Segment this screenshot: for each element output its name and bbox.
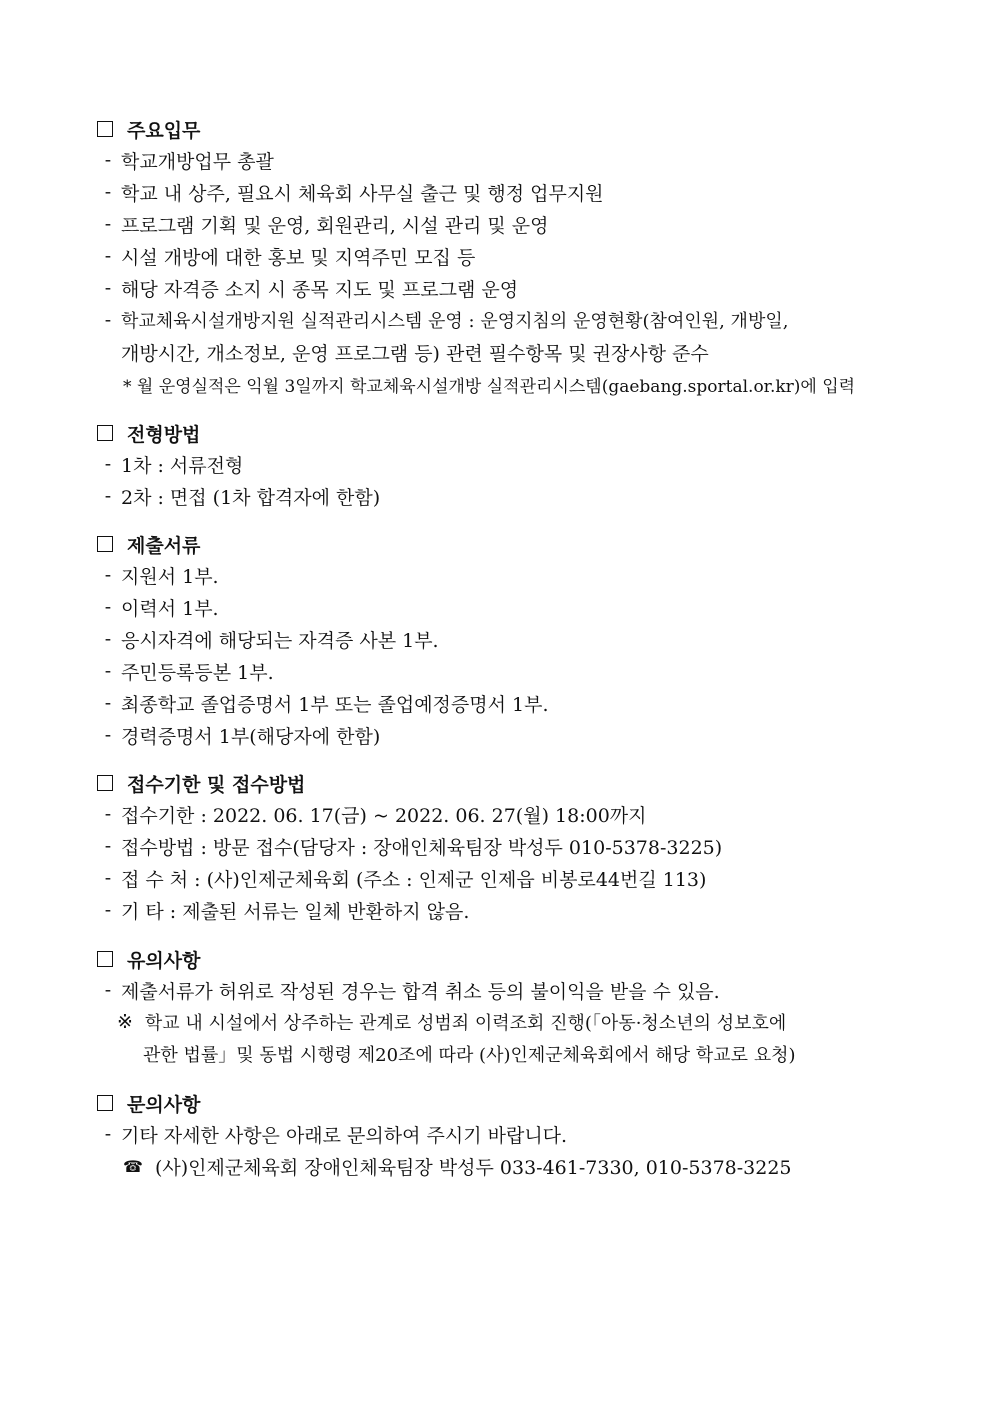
list-item: - 지원서 1부.: [104, 564, 219, 588]
list-item: - 응시자격에 해당되는 자격증 사본 1부.: [104, 628, 439, 652]
list-item: - 학교 내 상주, 필요시 체육회 사무실 출근 및 행정 업무지원: [104, 181, 604, 205]
list-item: - 접 수 처 : (사)인제군체육회 (주소 : 인제군 인제읍 비봉로44번길 113): [104, 867, 707, 891]
contact-line: ☎ (사)인제군체육회 장애인체육팀장 박성두 033-461-7330, 010-5378-3225: [123, 1156, 792, 1179]
reference-mark-icon: ※: [117, 1011, 133, 1033]
list-item: - 경력증명서 1부(해당자에 한함): [104, 724, 381, 748]
list-item: - 최종학교 졸업증명서 1부 또는 졸업예정증명서 1부.: [104, 692, 549, 716]
section-heading: 제출서류: [95, 529, 915, 559]
section-application-deadline: [95, 768, 915, 926]
section-heading: 전형방법: [95, 418, 915, 448]
list-item: - 프로그램 기획 및 운영, 회원관리, 시설 관리 및 운영: [104, 213, 549, 237]
list-item: - 주민등록등본 1부.: [104, 660, 274, 684]
list-item: - 시설 개방에 대한 홍보 및 지역주민 모집 등: [104, 245, 476, 269]
list-item: - 기 타 : 제출된 서류는 일체 반환하지 않음.: [104, 899, 470, 923]
checkbox-square-icon: [97, 951, 113, 967]
list-item: - 학교개방업무 총괄: [104, 149, 274, 173]
checkbox-square-icon: [97, 775, 113, 791]
section-notices: [95, 944, 915, 1070]
list-item-continuation: 개방시간, 개소정보, 운영 프로그램 등) 관련 필수항목 및 권장사항 준수: [121, 342, 709, 365]
checkbox-square-icon: [97, 1095, 113, 1111]
list-item: - 기타 자세한 사항은 아래로 문의하여 주시기 바랍니다.: [104, 1123, 568, 1147]
list-item: - 학교체육시설개방지원 실적관리시스템 운영 : 운영지침의 운영현황(참여인원, 개방일,: [104, 309, 789, 332]
list-item: - 접수방법 : 방문 접수(담당자 : 장애인체육팀장 박성두 010-5378-3225): [104, 835, 723, 859]
checkbox-square-icon: [97, 121, 113, 137]
section-main-duties: [95, 114, 915, 400]
note-continuation: 관한 법률」및 동법 시행령 제20조에 따라 (사)인제군체육회에서 해당 학교로 요청): [143, 1045, 796, 1066]
note-text: * 월 운영실적은 익월 3일까지 학교체육시설개방 실적관리시스템(gaebang.sportal.or.kr)에 입력: [123, 376, 856, 397]
list-item: - 이력서 1부.: [104, 596, 219, 620]
section-heading: 주요입무: [95, 114, 915, 144]
checkbox-square-icon: [97, 425, 113, 441]
list-item: - 접수기한 : 2022. 06. 17(금) ~ 2022. 06. 27(월) 18:00까지: [104, 803, 647, 827]
section-heading: 접수기한 및 접수방법: [95, 768, 915, 798]
list-item: - 제출서류가 허위로 작성된 경우는 합격 취소 등의 불이익을 받을 수 있음.: [104, 979, 720, 1003]
section-required-documents: [95, 529, 915, 751]
section-heading: 문의사항: [95, 1088, 915, 1118]
section-inquiries: [95, 1088, 915, 1182]
checkbox-square-icon: [97, 536, 113, 552]
list-item: - 2차 : 면접 (1차 합격자에 한함): [104, 485, 381, 509]
phone-icon: ☎: [123, 1156, 143, 1176]
section-heading: 유의사항: [95, 944, 915, 974]
list-item: - 1차 : 서류전형: [104, 453, 244, 477]
section-selection-method: [95, 418, 915, 512]
note-text: ※ 학교 내 시설에서 상주하는 관계로 성범죄 이력조회 진행(「아동·청소년의 성보호에: [117, 1011, 787, 1034]
list-item: - 해당 자격증 소지 시 종목 지도 및 프로그램 운영: [104, 277, 519, 301]
